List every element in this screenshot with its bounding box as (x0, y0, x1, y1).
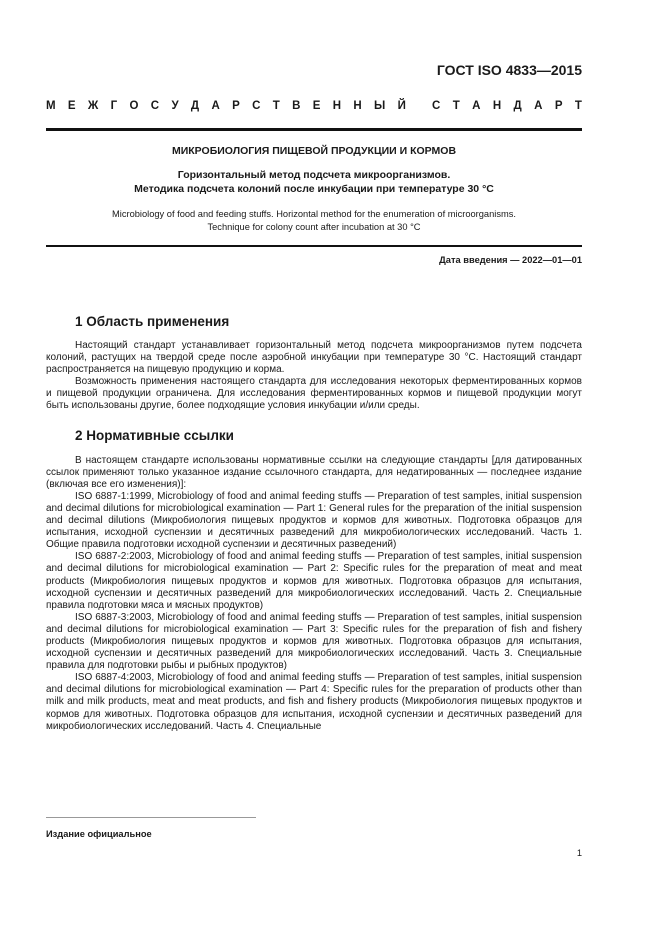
document-code: ГОСТ ISO 4833—2015 (436, 62, 582, 78)
reference-item: ISO 6887-1:1999, Microbiology of food and animal feeding stuffs — Preparation of test samples, initial suspension and decimal dilutions for microbiological examination — Part 1: General rules for the preparation of the initial suspension and decimal dilutions (Микробиология пищевых продуктов и кормов для животных. Подготовка образцов для испытания, исходной суспензии и десятичных разведений для микробиологических исследований. Часть 1. Общие правила подготовки исходной суспензии и десятичных разведений) (46, 490, 582, 551)
paragraph: В настоящем стандарте использованы нормативные ссылки на следующие стандарты [для датированных ссылок применяют только указанное издание ссылочного стандарта, для недатированных — последнее издание (включая все его изменения)]: (46, 454, 582, 490)
banner-letter: У (171, 100, 179, 112)
introduction-date: Дата введения — 2022—01—01 (439, 255, 582, 265)
banner-letter: Р (554, 100, 563, 112)
reference-item: ISO 6887-3:2003, Microbiology of food and animal feeding stuffs — Preparation of test samples, initial suspension and decimal dilutions for microbiological examination — Part 3: Specific rules for the preparation of fish and fishery products (Микробиология пищевых продуктов и кормов для животных. Подготовка образцов для испытания, исходной суспензии и десятичных разведений для микробиологических исследований. Часть 3. Специальные правила для подготовки рыбы и рыбных продуктов) (46, 611, 582, 672)
document-subtitle (46, 168, 582, 196)
banner-letter: Н (492, 100, 502, 112)
english-title-line: Technique for colony count after incubation at 30 °C (207, 222, 421, 232)
banner-letter: Й (397, 100, 406, 112)
subtitle-line: Методика подсчета колоний после инкубации при температуре 30 °С (134, 183, 494, 195)
interstate-word (46, 100, 406, 112)
reference-item: ISO 6887-2:2003, Microbiology of food and animal feeding stuffs — Preparation of test samples, initial suspension and decimal dilutions for microbiological examination — Part 2: Specific rules for the preparation of meat and meat products (Микробиология пищевых продуктов и кормов для животных. Подготовка образцов для испытания, исходной суспензии и десятичных разведений для микробиологических исследований. Часть 2. Специальные правила подготовки мяса и мясных продуктов) (46, 551, 582, 611)
document-body (46, 312, 582, 733)
banner-letter: Н (353, 100, 362, 112)
paragraph: Настоящий стандарт устанавливает горизонтальный метод подсчета микроорганизмов путем подсчета колоний, растущих на твердой среде после аэробной инкубации при температуре 30 °С. Настоящий стандарт распространяется на пищевую продукцию и корма. (46, 340, 582, 376)
banner-letter: С (252, 100, 261, 112)
banner-letter: Д (513, 100, 522, 112)
banner-letter: В (292, 100, 301, 112)
banner-letter: Т (272, 100, 280, 112)
banner-letter: А (534, 100, 543, 112)
document-title: МИКРОБИОЛОГИЯ ПИЩЕВОЙ ПРОДУКЦИИ И КОРМОВ (171, 145, 457, 157)
banner-letter: Е (67, 100, 76, 112)
english-title (46, 208, 582, 234)
banner-letter: Ы (374, 100, 386, 112)
header-divider (46, 128, 582, 131)
banner-letter: Т (574, 100, 582, 112)
banner-letter: Р (232, 100, 240, 112)
title-divider (46, 245, 582, 247)
subtitle-line: Горизонтальный метод подсчета микроорганизмов. (177, 169, 451, 181)
banner-letter: Н (332, 100, 342, 112)
reference-item: ISO 6887-4:2003, Microbiology of food and animal feeding stuffs — Preparation of test samples, initial suspension and decimal dilutions for microbiological examination — Part 4: Specific rules for the preparation of products other than milk and milk products, meat and meat products, and fish and fishery products (Микробиология пищевых продуктов и кормов для животных. Подготовка образцов для испытания, исходной суспензии и десятичных разведений для микробиологических исследований. Часть 4. Специальные (46, 672, 582, 732)
banner-letter: А (472, 100, 481, 112)
banner-letter: А (211, 100, 220, 112)
banner-letter: М (46, 100, 56, 112)
english-title-line: Microbiology of food and feeding stuffs. Horizontal method for the enumeration of microorganisms. (112, 209, 516, 219)
banner-letter: С (432, 100, 441, 112)
banner-letter: Е (312, 100, 321, 112)
banner-letter: Г (110, 100, 118, 112)
banner-letter: О (129, 100, 139, 112)
banner-letter: Д (190, 100, 200, 112)
section-heading: 1 Область применения (75, 314, 230, 329)
paragraph: Возможность применения настоящего стандарта для исследования некоторых ферментированных кормов и пищевой продукции ограничена. Для исследования ферментированных кормов и пищевой продукции могут быть использованы другие, более подходящие условия инкубации и/или среды. (46, 376, 582, 412)
page-number: 1 (576, 848, 582, 858)
footer-divider (46, 817, 256, 818)
edition-label: Издание официальное (46, 829, 152, 839)
banner-letter: Т (452, 100, 460, 112)
interstate-standard-banner (46, 100, 582, 112)
section-heading: 2 Нормативные ссылки (75, 427, 234, 443)
standard-word (432, 100, 582, 112)
banner-letter: Ж (87, 100, 99, 112)
banner-letter: С (150, 100, 160, 112)
